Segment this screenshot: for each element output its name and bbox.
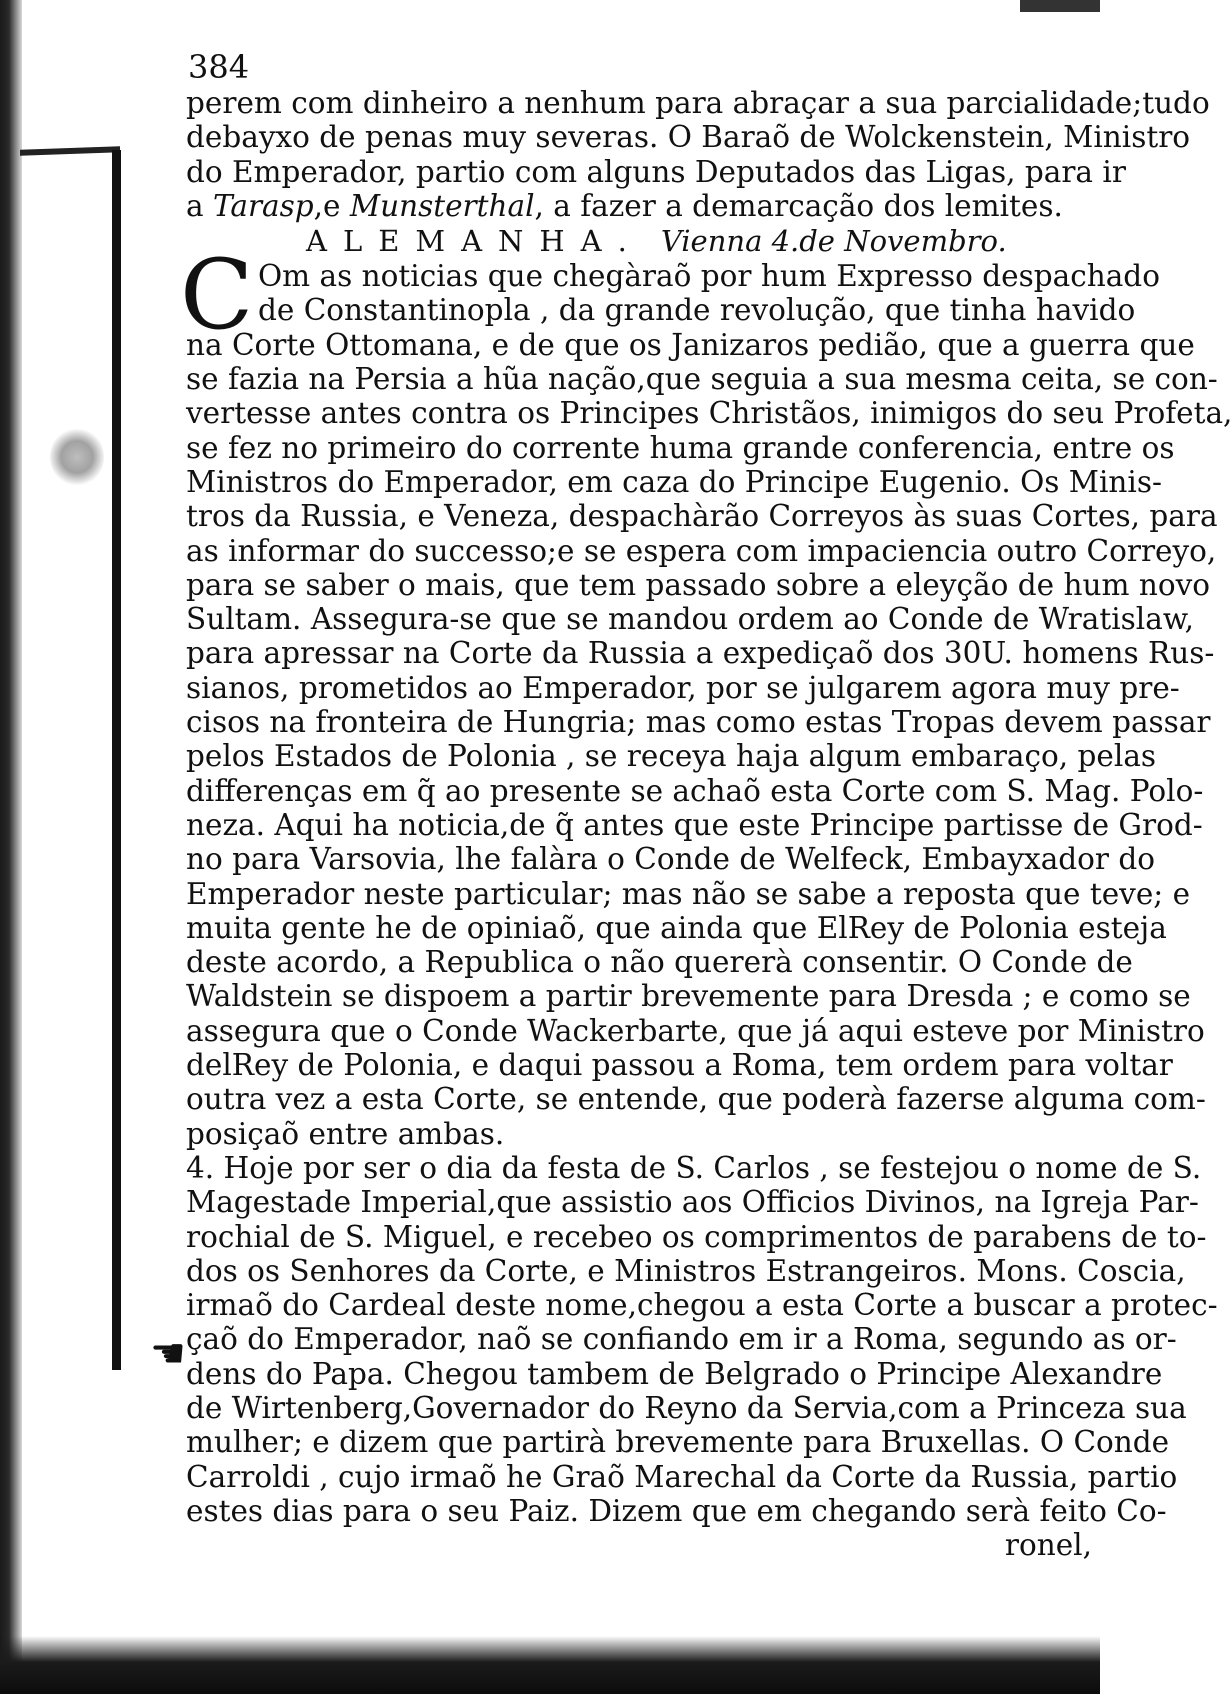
scan-edge-bottom (0, 1636, 1100, 1694)
text-line: no para Varsovia, lhe falàra o Conde de Welfeck, Embayxador do (186, 842, 1156, 877)
text-line: delRey de Polonia, e daqui passou a Roma, tem ordem para voltar (186, 1048, 1173, 1083)
place-name: Tarasp (212, 188, 314, 223)
text-line: Ministros do Emperador, em caza do Principe Eugenio. Os Minis- (186, 464, 1162, 499)
text-line: outra vez a esta Corte, se entende, que poderà fazerse alguma com- (186, 1082, 1206, 1117)
text-line: deste acordo, a Republica o não quererà consentir. O Conde de (186, 945, 1133, 980)
place-name: Munsterthal (349, 188, 535, 223)
text-line: dens do Papa. Chegou tambem de Belgrado o Principe Alexandre (186, 1356, 1163, 1391)
text-line: assegura que o Conde Wackerbarte, que já aqui esteve por Ministro (186, 1013, 1205, 1048)
section-heading (186, 223, 1092, 259)
text-line: do Emperador, partio com alguns Deputados das Ligas, para ir (186, 154, 1126, 189)
text-fragment: a (186, 188, 213, 223)
text-line: de Constantinopla , da grande revolução, que tinha havido (258, 293, 1136, 328)
intro-paragraph (186, 86, 1210, 223)
text-line: irmaõ do Cardeal deste nome,chegou a esta Corte a buscar a protec- (186, 1288, 1218, 1323)
text-line: Magestade Imperial,que assistio aos Officios Divinos, na Igreja Par- (186, 1185, 1199, 1220)
scan-edge-left (0, 0, 22, 1694)
text-line: estes dias para o seu Paiz. Dizem que em chegando serà feito Co- (186, 1493, 1167, 1528)
text-line (186, 189, 1092, 223)
text-line: posiçaõ entre ambas. (186, 1116, 505, 1151)
text-line: muita gente he de opiniaõ, que ainda que ElRey de Polonia esteja (186, 910, 1167, 945)
text-line: se fazia na Persia a hũa nação,que seguia a sua mesma ceita, se con- (186, 362, 1218, 397)
text-line: para apressar na Corte da Russia a expediçaõ dos 30U. homens Rus- (186, 636, 1215, 671)
text-line: Sultam. Assegura-se que se mandou ordem ao Conde de Wratislaw, (186, 602, 1194, 637)
text-line: neza. Aqui ha noticia,de q̃ antes que este Principe partisse de Grod- (186, 807, 1203, 842)
catchword: ronel, (1004, 1528, 1092, 1563)
text-line: rochial de S. Miguel, e recebeo os comprimentos de parabens de to- (186, 1219, 1207, 1254)
text-line: cisos na fronteira de Hungria; mas como estas Tropas devem passar (186, 705, 1211, 740)
text-line: para se saber o mais, que tem passado sobre a eleyção de hum novo (186, 567, 1211, 602)
country-heading: ALEMANHA. (306, 224, 643, 259)
pointing-hand-icon: ☚ (150, 1331, 186, 1377)
text-line: Carroldi , cujo irmaõ he Graõ Marechal da Corte da Russia, partio (186, 1459, 1178, 1494)
text-line: debayxo de penas muy severas. O Baraõ de Wolckenstein, Ministro (186, 120, 1191, 155)
text-line: Om as noticias que chegàraõ por hum Expresso despachado (258, 259, 1160, 294)
dateline: Vienna 4.de Novembro. (660, 224, 1007, 259)
news-paragraph-second (186, 1150, 1218, 1528)
scan-edge-top-right (1020, 0, 1100, 12)
text-line: de Wirtenberg,Governador do Reyno da Servia,com a Princeza sua (186, 1390, 1187, 1425)
scan-binding-top (20, 146, 120, 155)
text-line: Waldstein se dispoem a partir brevemente para Dresda ; e como se (186, 979, 1191, 1014)
text-line: 4. Hoje por ser o dia da festa de S. Carlos , se festejou o nome de S. (186, 1150, 1202, 1185)
text-line: se fez no primeiro do corrente huma grande conferencia, entre os (186, 430, 1175, 465)
text-line: as informar do successo;e se espera com impaciencia outro Correyo, (186, 533, 1217, 568)
document-page (180, 48, 1232, 1608)
text-line: vertesse antes contra os Principes Christãos, inimigos do seu Profeta, (186, 396, 1232, 431)
text-line: perem com dinheiro a nenhum para abraçar a sua parcialidade;tudo (186, 86, 1210, 120)
text-line: mulher; e dizem que partirà brevemente para Bruxellas. O Conde (186, 1425, 1170, 1460)
text-line: tros da Russia, e Veneza, despachàrão Correyos às suas Cortes, para (186, 499, 1218, 534)
text-line: Emperador neste particular; mas não se sabe a reposta que teve; e (186, 876, 1191, 911)
text-line: çaõ do Emperador, naõ se confiando em ir a Roma, segundo as or- (186, 1322, 1177, 1357)
text-line: dos os Senhores da Corte, e Ministros Estrangeiros. Mons. Coscia, (186, 1253, 1186, 1288)
text-fragment: ,e (313, 188, 350, 223)
text-line: differenças em q̃ ao presente se achaõ esta Corte com S. Mag. Polo- (186, 773, 1204, 808)
text-line: sianos, prometidos ao Emperador, por se julgarem agora muy pre- (186, 670, 1180, 705)
drop-cap: C (180, 239, 254, 352)
text-fragment: , a fazer a demarcação dos lemites. (534, 188, 1063, 223)
page-number: 384 (188, 48, 250, 86)
text-line: pelos Estados de Polonia , se receya haja algum embaraço, pelas (186, 739, 1157, 774)
ink-smudge (50, 428, 104, 486)
text-line: na Corte Ottomana, e de que os Janizaros pedião, que a guerra que (186, 327, 1195, 362)
scan-binding-line (112, 150, 121, 1370)
